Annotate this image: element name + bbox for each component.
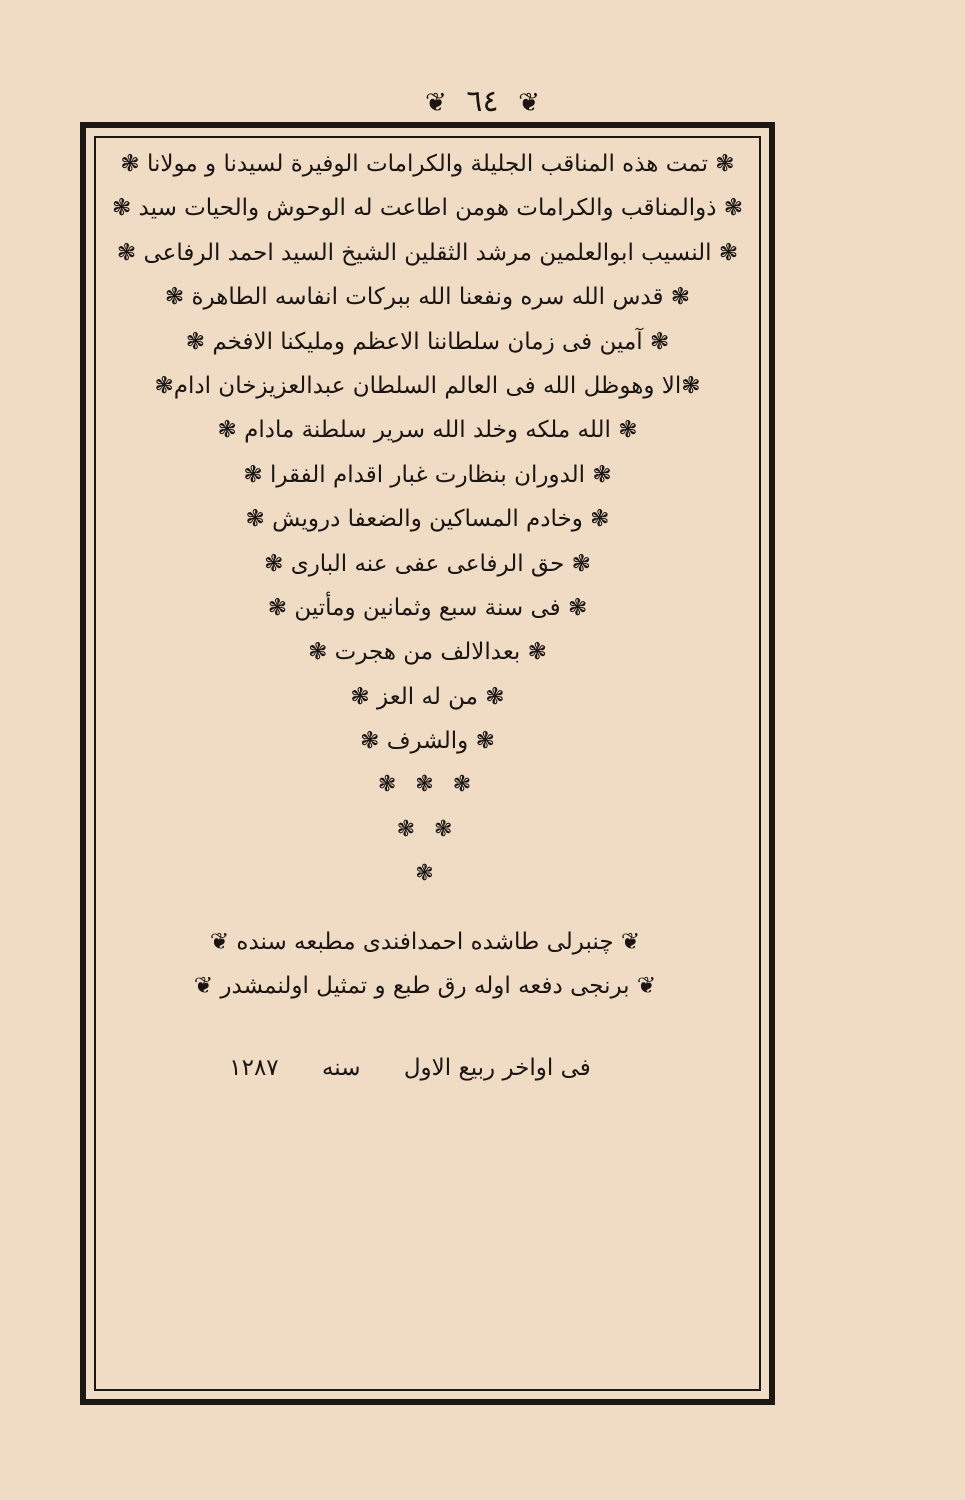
colophon bbox=[180, 920, 670, 1008]
page-number bbox=[0, 82, 965, 123]
star-ornament-row: ❃ ❃ bbox=[396, 816, 459, 842]
date-year: ١٢٨٧ bbox=[229, 1055, 279, 1081]
star-ornament-row: ❃ bbox=[415, 861, 440, 887]
text-line: ❃ ذوالمناقب والكرامات هومن اطاعت له الوحوش والحيات سيد ❃ bbox=[111, 195, 744, 222]
text-line: ❃ النسيب ابوالعلمين مرشد الثقلين الشيخ السيد احمد الرفاعى ❃ bbox=[116, 239, 739, 266]
text-line: ❃ بعدالالف من هجرت ❃ bbox=[308, 639, 547, 666]
date-sana-label: سنه bbox=[321, 1055, 361, 1081]
date-line bbox=[200, 1048, 620, 1088]
text-line: ❃ فى سنة سبع وثمانين ومأتين ❃ bbox=[267, 594, 588, 621]
colophon-line: ❦ برنجى دفعه اوله رق طبع و تمثيل اولنمشدر ❦ bbox=[193, 973, 657, 999]
colophon-line: ❦ چنبرلى طاشده احمدافندى مطبعه سنده ❦ bbox=[209, 929, 641, 955]
text-line: ❃ الدوران بنظارت غبار اقدام الفقرا ❃ bbox=[243, 461, 612, 488]
ornament-icon: ❦ bbox=[518, 88, 540, 118]
star-ornament-row: ❃ ❃ ❃ bbox=[377, 772, 478, 798]
text-line: ❃ قدس الله سره ونفعنا الله ببركات انفاسه الطاهرة ❃ bbox=[164, 284, 691, 311]
text-line: ❃ والشرف ❃ bbox=[360, 728, 495, 755]
main-text bbox=[90, 142, 765, 897]
text-line: ❃ آمين فى زمان سلطاننا الاعظم ومليكنا الافخم ❃ bbox=[185, 328, 670, 355]
text-line: ❃ من له العز ❃ bbox=[350, 683, 505, 710]
text-line: ❃ وخادم المساكين والضعفا درويش ❃ bbox=[245, 506, 610, 533]
text-line: ❃ تمت هذه المناقب الجليلة والكرامات الوفيرة لسيدنا و مولانا ❃ bbox=[120, 151, 735, 177]
text-line: ❃الا وهوظل الله فى العالم السلطان عبدالعزيزخان ادام❃ bbox=[154, 372, 701, 399]
text-line: ❃ حق الرفاعى عفى عنه البارى ❃ bbox=[264, 550, 591, 577]
ornament-icon: ❦ bbox=[425, 88, 447, 118]
page-number-value: ٦٤ bbox=[466, 84, 499, 119]
date-month-text: فى اواخر ربيع الاول bbox=[403, 1055, 591, 1081]
text-line: ❃ الله ملكه وخلد الله سرير سلطنة مادام ❃ bbox=[217, 417, 638, 444]
